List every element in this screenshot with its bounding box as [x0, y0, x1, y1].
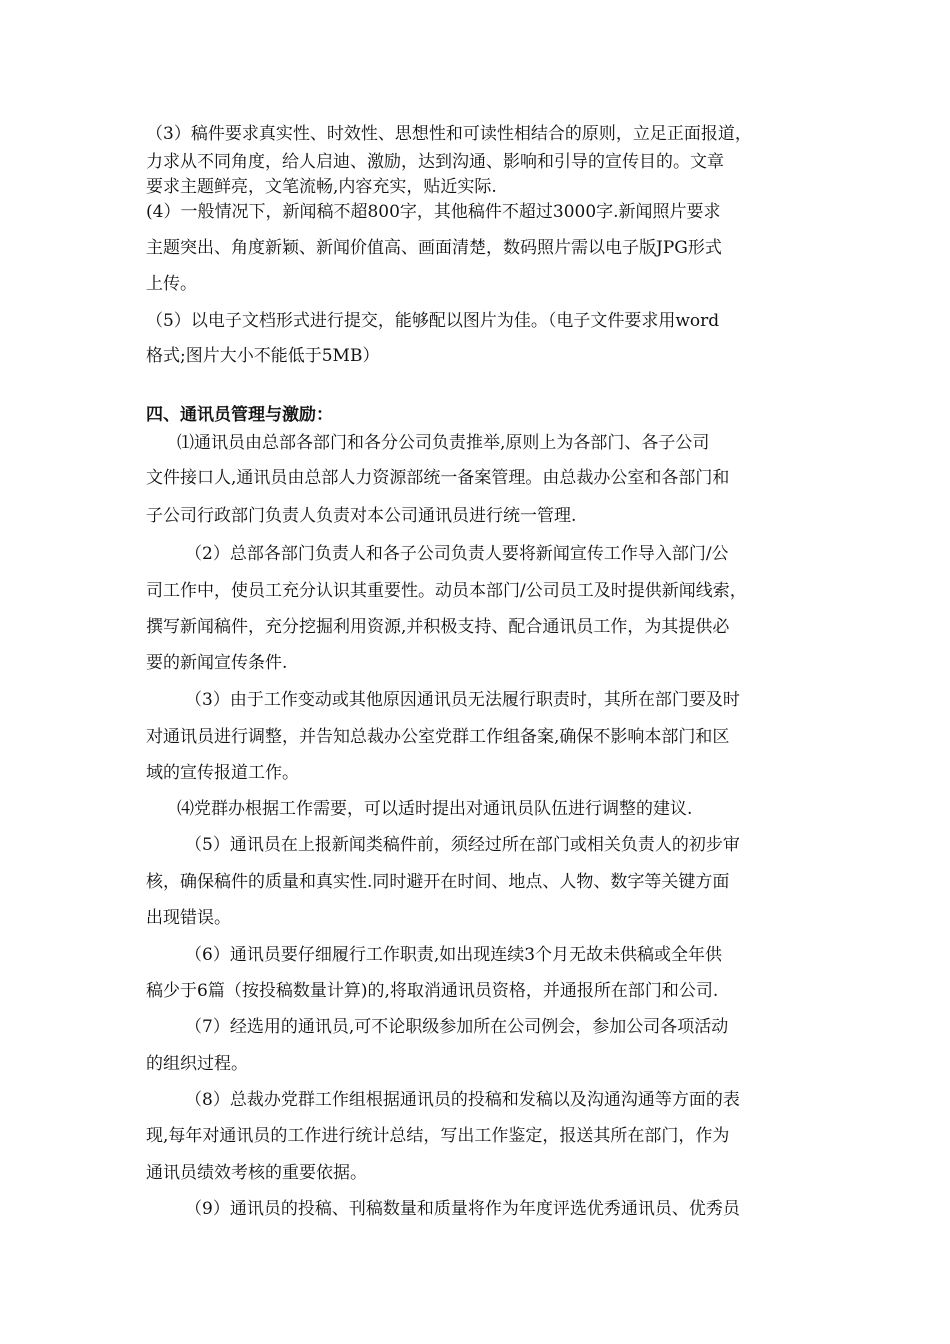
section-heading: 四、通讯员管理与激励： [146, 405, 333, 425]
paragraph-line: （9）通讯员的投稿、刊稿数量和质量将作为年度评选优秀通讯员、优秀员 [185, 1199, 740, 1219]
paragraph-line: 上传。 [146, 274, 197, 294]
paragraph-line: 现,每年对通讯员的工作进行统计总结，写出工作鉴定，报送其所在部门，作为 [146, 1126, 730, 1146]
paragraph-line: 力求从不同角度，给人启迪、激励，达到沟通、影响和引导的宣传目的。文章 [146, 152, 724, 172]
paragraph-line: 撰写新闻稿件，充分挖掘利用资源,并积极支持、配合通讯员工作，为其提供必 [146, 617, 730, 637]
paragraph-line: 的组织过程。 [146, 1054, 248, 1074]
paragraph-line: 文件接口人,通讯员由总部人力资源部统一备案管理。由总裁办公室和各部门和 [146, 468, 730, 488]
paragraph-line: 通讯员绩效考核的重要依据。 [146, 1163, 367, 1183]
paragraph-line: （3）稿件要求真实性、时效性、思想性和可读性相结合的原则，立足正面报道， [146, 124, 752, 144]
paragraph-line: 子公司行政部门负责人负责对本公司通讯员进行统一管理. [146, 506, 577, 526]
paragraph-line: （5）以电子文档形式进行提交，能够配以图片为佳。（电子文件要求用word [146, 311, 720, 331]
paragraph-line: （6）通讯员要仔细履行工作职责,如出现连续3个月无故未供稿或全年供 [185, 945, 723, 965]
paragraph-line: (4）一般情况下，新闻稿不超800字，其他稿件不超过3000字.新闻照片要求 [146, 202, 721, 222]
paragraph-line: （8）总裁办党群工作组根据通讯员的投稿和发稿以及沟通沟通等方面的表 [185, 1090, 740, 1110]
paragraph-line: （7）经选用的通讯员,可不论职级参加所在公司例会，参加公司各项活动 [185, 1017, 729, 1037]
paragraph-line: 核，确保稿件的质量和真实性.同时避开在时间、地点、人物、数字等关键方面 [146, 872, 730, 892]
paragraph-line: ⑷党群办根据工作需要，可以适时提出对通讯员队伍进行调整的建议. [177, 799, 693, 819]
paragraph-line: 司工作中，使员工充分认识其重要性。动员本部门/公司员工及时提供新闻线索， [146, 581, 747, 601]
paragraph-line: 对通讯员进行调整，并告知总裁办公室党群工作组备案,确保不影响本部门和区 [146, 727, 730, 747]
paragraph-line: （5）通讯员在上报新闻类稿件前，须经过所在部门或相关负责人的初步审 [185, 835, 740, 855]
paragraph-line: 稿少于6篇（按投稿数量计算)的,将取消通讯员资格，并通报所在部门和公司. [146, 981, 719, 1001]
paragraph-line: 域的宣传报道工作。 [146, 763, 299, 783]
paragraph-line: 出现错误。 [146, 908, 231, 928]
paragraph-line: 格式;图片大小不能低于5MB） [146, 346, 380, 366]
paragraph-line: 要的新闻宣传条件. [146, 653, 288, 673]
paragraph-line: 主题突出、角度新颖、新闻价值高、画面清楚，数码照片需以电子版JPG形式 [146, 238, 722, 258]
paragraph-line: （3）由于工作变动或其他原因通讯员无法履行职责时，其所在部门要及时 [185, 690, 740, 710]
paragraph-line: ⑴通讯员由总部各部门和各分公司负责推举,原则上为各部门、各子公司 [177, 433, 710, 453]
paragraph-line: （2）总部各部门负责人和各子公司负责人要将新闻宣传工作导入部门/公 [185, 544, 729, 564]
paragraph-line: 要求主题鲜亮，文笔流畅,内容充实，贴近实际. [146, 177, 497, 197]
